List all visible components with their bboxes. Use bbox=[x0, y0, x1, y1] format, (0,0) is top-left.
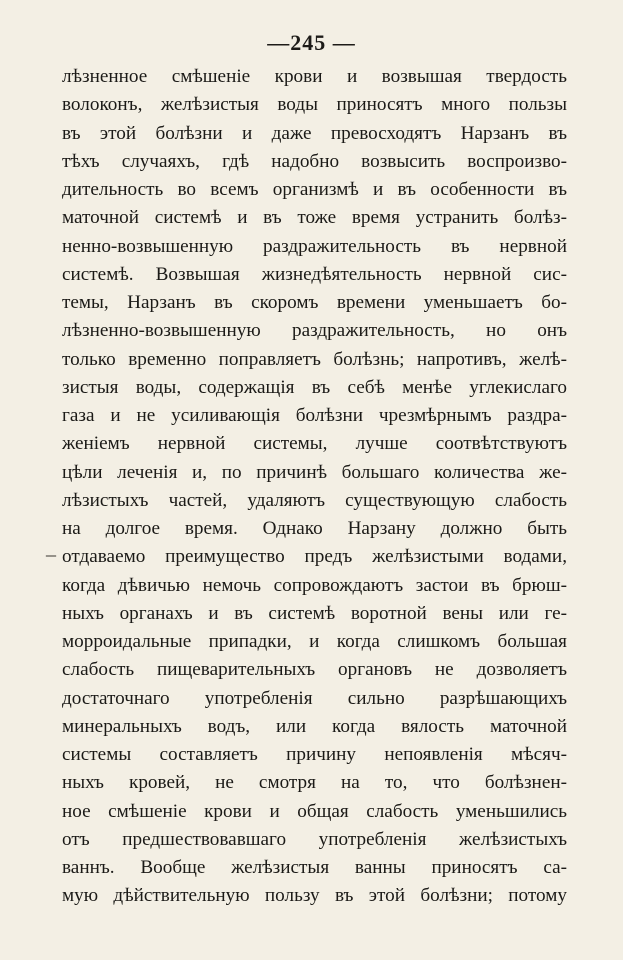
text-line-13: газа и не усиливающія болѣзни чрезмѣрнымъ раздра- bbox=[62, 405, 567, 426]
text-line-16: лѣзистыхъ частей, удаляютъ существующую слабость bbox=[62, 489, 567, 511]
text-line-19: когда дѣвичью немочь сопровождаютъ застои въ брюш- bbox=[62, 574, 567, 596]
text-line-23: достаточнаго употребленія сильно разрѣшающихъ bbox=[62, 687, 567, 709]
body-text bbox=[62, 63, 567, 911]
page-number-header: —245 — bbox=[267, 30, 356, 55]
text-line-5: дительность во всемъ организмѣ и въ особенности въ bbox=[62, 179, 567, 200]
text-line-3: въ этой болѣзни и даже превосходятъ Нарзанъ въ bbox=[62, 122, 567, 144]
text-line-27: ное смѣшеніе крови и общая слабость уменьшились bbox=[62, 800, 567, 822]
text-line-21: морроидальные припадки, и когда слишкомъ большая bbox=[62, 631, 567, 652]
text-line-25: системы составляетъ причину непоявленія мѣсяч- bbox=[62, 744, 567, 765]
text-line-26: ныхъ кровей, не смотря на то, что болѣзнен- bbox=[62, 772, 567, 794]
text-line-22: слабость пищеварительныхъ органовъ не дозволяетъ bbox=[62, 659, 567, 681]
text-line-12: зистыя воды, содержащія въ себѣ менѣе углекислаго bbox=[62, 376, 567, 398]
text-line-24: минеральныхъ водъ, или когда вялость маточной bbox=[62, 715, 567, 737]
text-line-11: только временно поправляетъ болѣзнь; напротивъ, желѣ- bbox=[62, 348, 567, 370]
text-line-7: ненно-возвышенную раздражительность въ нервной bbox=[62, 235, 567, 257]
text-line-14: женіемъ нервной системы, лучше соотвѣтствуютъ bbox=[62, 433, 567, 455]
margin-mark: _ bbox=[46, 537, 56, 559]
text-line-28: отъ предшествовавшаго употребленія желѣзистыхъ bbox=[62, 828, 567, 850]
text-line-1: лѣзненное смѣшеніе крови и возвышая твердость bbox=[62, 66, 567, 87]
text-line-10: лѣзненно-возвышенную раздражительность, но онъ bbox=[62, 320, 567, 342]
text-line-15: цѣли леченія и, по причинѣ большаго количества же- bbox=[62, 461, 567, 483]
text-line-20: ныхъ органахъ и въ системѣ воротной вены или ге- bbox=[62, 602, 567, 624]
text-line-18: отдаваемо преимущество предъ желѣзистыми водами, bbox=[62, 546, 567, 568]
text-line-30: мую дѣйствительную пользу въ этой болѣзни; потому bbox=[62, 885, 567, 907]
text-line-29: ваннъ. Вообще желѣзистыя ванны приносятъ са- bbox=[62, 857, 567, 878]
text-line-17: на долгое время. Однако Нарзану должно быть bbox=[62, 518, 567, 539]
text-line-9: темы, Нарзанъ въ скоромъ времени уменьшаетъ бо- bbox=[62, 292, 567, 313]
text-line-2: волоконъ, желѣзистыя воды приносятъ много пользы bbox=[62, 94, 567, 116]
text-line-6: маточной системѣ и въ тоже время устранить болѣз- bbox=[62, 207, 567, 229]
text-line-4: тѣхъ случаяхъ, гдѣ надобно возвысить воспроизво- bbox=[62, 150, 567, 172]
text-line-8: системѣ. Возвышая жизнедѣятельность нервной сис- bbox=[62, 263, 567, 285]
